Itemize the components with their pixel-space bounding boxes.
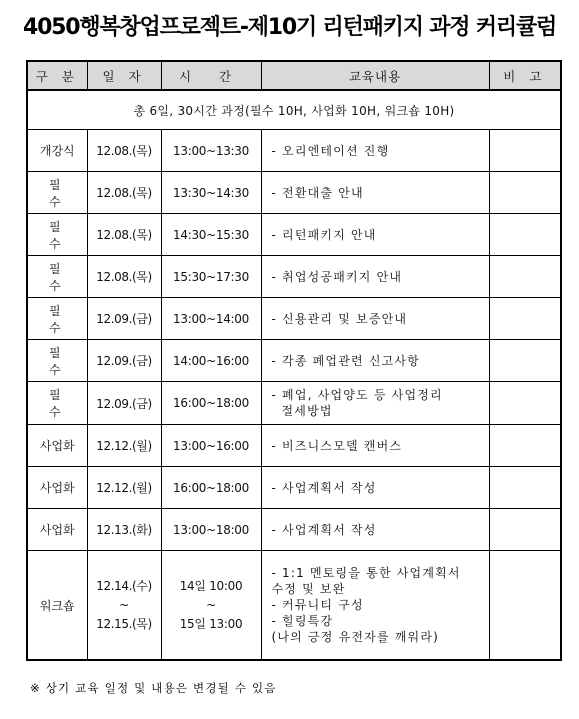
table-row	[27, 298, 561, 340]
row-content-text: - 취업성공패키지 안내	[271, 269, 403, 284]
row-type: 필 수	[27, 172, 87, 214]
row-date: 12.13.(화)	[87, 509, 161, 551]
row-type: 사업화	[27, 425, 87, 467]
table-row	[27, 256, 561, 298]
row-note	[489, 425, 561, 467]
row-note	[489, 467, 561, 509]
workshop-time-tilde: ~	[206, 597, 216, 612]
row-note	[489, 509, 561, 551]
table-row	[27, 425, 561, 467]
workshop-content-line: - 커뮤니티 구성	[271, 598, 364, 612]
workshop-time-end: 15일 13:00	[179, 616, 243, 631]
row-content-text: - 신용관리 및 보증안내	[271, 311, 408, 326]
row-date: 12.09.(금)	[87, 340, 161, 382]
row-type: 개강식	[27, 130, 87, 172]
row-content-text: - 사업계획서 작성	[271, 480, 377, 495]
row-date: 12.08.(목)	[87, 172, 161, 214]
row-date: 12.12.(월)	[87, 467, 161, 509]
workshop-content-line: - 1:1 멘토링을 통한 사업계획서	[271, 566, 461, 580]
footnote: ※ 상기 교육 일정 및 내용은 변경될 수 있음	[30, 681, 277, 695]
row-content	[261, 509, 489, 551]
header-row	[27, 61, 561, 90]
row-type: 필 수	[27, 382, 87, 425]
header-type: 구 분	[27, 61, 87, 90]
workshop-row	[27, 551, 561, 661]
workshop-date-tilde: ~	[119, 597, 129, 612]
row-content	[261, 298, 489, 340]
header-note: 비 고	[489, 61, 561, 90]
table-row	[27, 130, 561, 172]
row-content-text: - 리턴패키지 안내	[271, 227, 377, 242]
row-time: 14:30~15:30	[161, 214, 261, 256]
summary-row	[27, 90, 561, 130]
row-content-text: - 오리엔테이션 진행	[271, 143, 390, 158]
workshop-type: 워크숍	[27, 551, 87, 661]
row-date: 12.08.(목)	[87, 214, 161, 256]
table-row	[27, 467, 561, 509]
row-time: 13:30~14:30	[161, 172, 261, 214]
row-date: 12.08.(목)	[87, 256, 161, 298]
table-row	[27, 214, 561, 256]
workshop-date	[87, 551, 161, 661]
curriculum-table	[26, 60, 562, 661]
row-time: 16:00~18:00	[161, 467, 261, 509]
table-row	[27, 509, 561, 551]
row-time: 14:00~16:00	[161, 340, 261, 382]
row-content	[261, 467, 489, 509]
row-type: 필 수	[27, 214, 87, 256]
row-content	[261, 382, 489, 425]
workshop-time-start: 14일 10:00	[179, 578, 243, 593]
table-row	[27, 172, 561, 214]
row-note	[489, 214, 561, 256]
workshop-content	[261, 551, 489, 661]
row-time: 13:00~13:30	[161, 130, 261, 172]
page-title: 4050행복창업프로젝트-제10기 리턴패키지 과정 커리큘럼	[22, 15, 557, 40]
row-time: 13:00~14:00	[161, 298, 261, 340]
row-note	[489, 382, 561, 425]
row-content-text: - 각종 폐업관련 신고사항	[271, 353, 420, 368]
summary-text: 총 6일, 30시간 과정(필수 10H, 사업화 10H, 워크숍 10H)	[27, 90, 561, 130]
table-row	[27, 340, 561, 382]
row-content	[261, 256, 489, 298]
row-date: 12.08.(목)	[87, 130, 161, 172]
row-type: 사업화	[27, 467, 87, 509]
row-content-line: 절세방법	[281, 404, 333, 418]
row-content-line: - 폐업, 사업양도 등 사업정리	[271, 388, 443, 402]
row-time: 13:00~18:00	[161, 509, 261, 551]
row-content-text: - 전환대출 안내	[271, 185, 364, 200]
workshop-time	[161, 551, 261, 661]
row-content	[261, 340, 489, 382]
row-time: 16:00~18:00	[161, 382, 261, 425]
row-date: 12.09.(금)	[87, 298, 161, 340]
workshop-date-start: 12.14.(수)	[96, 578, 152, 593]
row-note	[489, 256, 561, 298]
row-time: 15:30~17:30	[161, 256, 261, 298]
row-note	[489, 298, 561, 340]
workshop-content-line: (나의 긍정 유전자를 깨워라)	[271, 630, 440, 644]
row-type: 사업화	[27, 509, 87, 551]
row-type: 필 수	[27, 340, 87, 382]
row-content	[261, 425, 489, 467]
workshop-content-line: - 힐링특강	[271, 614, 334, 628]
header-content: 교육내용	[261, 61, 489, 90]
header-date: 일 자	[87, 61, 161, 90]
table-row	[27, 382, 561, 425]
row-content-text: - 사업계획서 작성	[271, 522, 377, 537]
header-time: 시 간	[161, 61, 261, 90]
row-date: 12.12.(월)	[87, 425, 161, 467]
row-content	[261, 172, 489, 214]
row-date: 12.09.(금)	[87, 382, 161, 425]
row-content	[261, 214, 489, 256]
row-content-text: - 비즈니스모델 캔버스	[271, 438, 403, 453]
row-note	[489, 130, 561, 172]
workshop-note	[489, 551, 561, 661]
row-note	[489, 340, 561, 382]
row-type: 필 수	[27, 298, 87, 340]
row-time: 13:00~16:00	[161, 425, 261, 467]
row-note	[489, 172, 561, 214]
row-content	[261, 130, 489, 172]
workshop-date-end: 12.15.(목)	[96, 616, 152, 631]
workshop-content-line: 수정 및 보완	[271, 582, 346, 596]
row-type: 필 수	[27, 256, 87, 298]
